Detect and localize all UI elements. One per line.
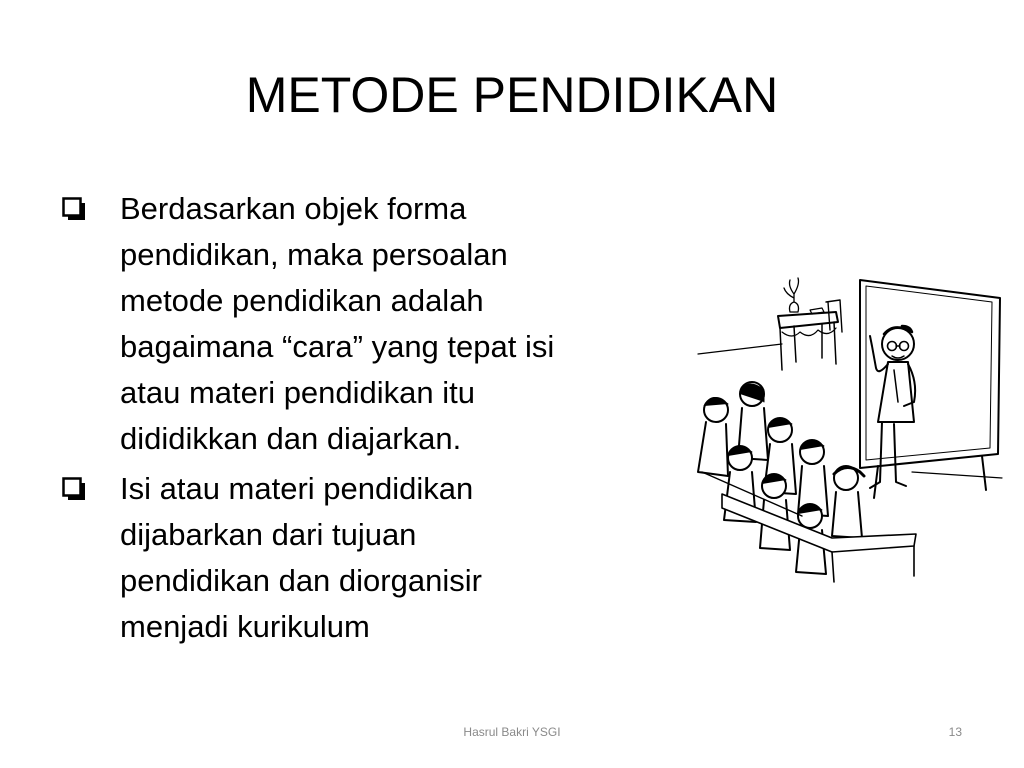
- bullet-line: bagaimana “cara” yang tepat isi: [120, 329, 555, 364]
- bullet-line: dijabarkan dari tujuan: [120, 517, 417, 552]
- classroom-illustration: [682, 272, 1004, 584]
- checkbox-bullet-icon: [62, 477, 86, 501]
- bullet-list: [62, 186, 672, 654]
- bullet-line: Berdasarkan objek forma: [120, 191, 467, 226]
- bullet-line: pendidikan dan diorganisir: [120, 563, 482, 598]
- footer-author: Hasrul Bakri YSGI: [463, 725, 561, 739]
- bullet-line: Isi atau materi pendidikan: [120, 471, 474, 506]
- bullet-item: [62, 186, 672, 462]
- bullet-line: pendidikan, maka persoalan: [120, 237, 508, 272]
- checkbox-bullet-icon: [62, 197, 86, 221]
- bullet-line: metode pendidikan adalah: [120, 283, 484, 318]
- bullet-line: dididikkan dan diajarkan.: [120, 421, 462, 456]
- bullet-line: menjadi kurikulum: [120, 609, 370, 644]
- slide-title: METODE PENDIDIKAN: [245, 67, 779, 123]
- bullet-item: [62, 466, 672, 650]
- page-number: 13: [948, 725, 962, 739]
- bullet-line: atau materi pendidikan itu: [120, 375, 476, 410]
